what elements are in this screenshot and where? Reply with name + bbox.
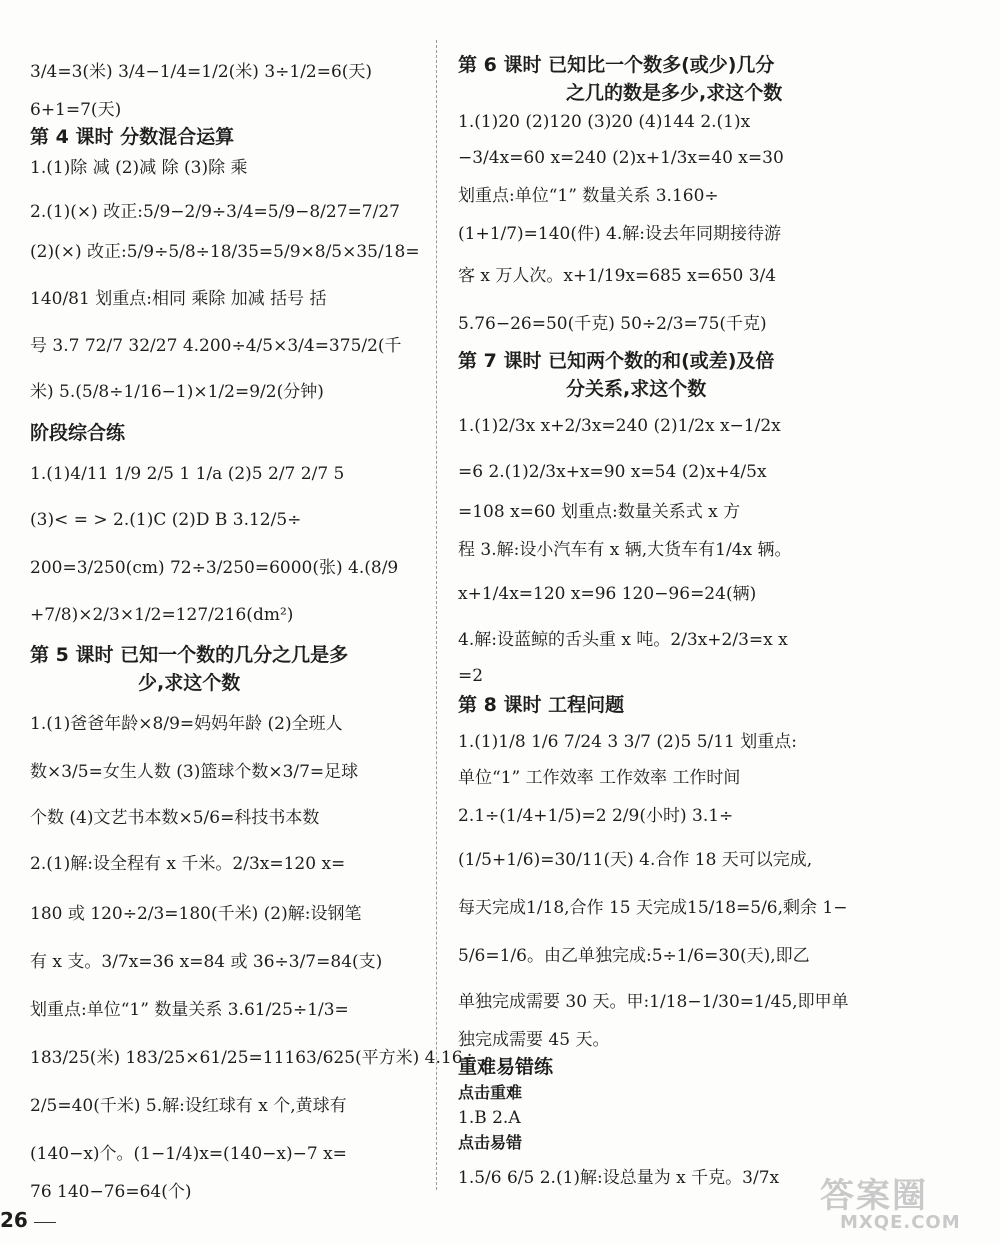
answer-line: =108 x=60 划重点:数量关系式 x 方: [458, 502, 741, 522]
column-divider: [436, 40, 437, 1190]
answer-line: (140−x)个。(1−1/4)x=(140−x)−7 x=: [30, 1144, 347, 1164]
answer-line: 独完成需要 45 天。: [458, 1030, 610, 1050]
answer-line: 1.5/6 6/5 2.(1)解:设总量为 x 千克。3/7x: [458, 1168, 780, 1188]
answer-line: 划重点:单位“1” 数量关系 3.61/25÷1/3=: [30, 1000, 349, 1020]
subheading-error-prone: 点击易错: [458, 1133, 523, 1152]
section-heading-lesson-6-cont: 之几的数是多少,求这个数: [566, 82, 783, 104]
answer-line: 个数 (4)文艺书本数×5/6=科技书本数: [30, 808, 320, 828]
answer-line: 6+1=7(天): [30, 100, 122, 120]
answer-line: 3/4=3(米) 3/4−1/4=1/2(米) 3÷1/2=6(天): [30, 62, 373, 82]
answer-line: 单独完成需要 30 天。甲:1/18−1/30=1/45,即甲单: [458, 992, 849, 1012]
answer-line: 200=3/250(cm) 72÷3/250=6000(张) 4.(8/9: [30, 558, 399, 578]
answer-line: 1.(1)4/11 1/9 2/5 1 1/a (2)5 2/7 2/7 5: [30, 464, 345, 484]
answer-line: 1.(1)20 (2)120 (3)20 (4)144 2.(1)x: [458, 112, 751, 132]
answer-line: 有 x 支。3/7x=36 x=84 或 36÷3/7=84(支): [30, 952, 383, 972]
section-heading-lesson-5-cont: 少,求这个数: [138, 672, 241, 694]
answer-line: +7/8)×2/3×1/2=127/216(dm²): [30, 605, 294, 625]
answer-line: (2)(×) 改正:5/9÷5/8÷18/35=5/9×8/5×35/18=: [30, 242, 420, 262]
section-heading-key-difficult: 重难易错练: [458, 1056, 554, 1078]
answer-line: 每天完成1/18,合作 15 天完成15/18=5/6,剩余 1−: [458, 898, 848, 918]
answer-line: 76 140−76=64(个): [30, 1182, 192, 1202]
answer-line: 2/5=40(千米) 5.解:设红球有 x 个,黄球有: [30, 1096, 347, 1116]
answer-line: 数×3/5=女生人数 (3)篮球个数×3/7=足球: [30, 762, 359, 782]
answer-line: 180 或 120÷2/3=180(千米) (2)解:设钢笔: [30, 904, 362, 924]
answer-line: 1.(1)2/3x x+2/3x=240 (2)1/2x x−1/2x: [458, 416, 781, 436]
answer-line: 2.(1)解:设全程有 x 千米。2/3x=120 x=: [30, 854, 346, 874]
section-heading-lesson-4: 第 4 课时 分数混合运算: [30, 126, 235, 148]
page-number-dash: [34, 1222, 56, 1223]
answer-line: 5.76−26=50(千克) 50÷2/3=75(千克): [458, 314, 767, 334]
answer-line: 2.1÷(1/4+1/5)=2 2/9(小时) 3.1÷: [458, 806, 734, 826]
answer-line: 1.B 2.A: [458, 1108, 521, 1128]
answer-line: 140/81 划重点:相同 乘除 加减 括号 括: [30, 289, 327, 309]
answer-line: =2: [458, 666, 484, 686]
answer-line: x+1/4x=120 x=96 120−96=24(辆): [458, 584, 757, 604]
answer-line: 米) 5.(5/8÷1/16−1)×1/2=9/2(分钟): [30, 382, 324, 402]
subheading-key-points: 点击重难: [458, 1083, 523, 1102]
section-heading-stage-practice: 阶段综合练: [30, 422, 126, 444]
section-heading-lesson-7-cont: 分关系,求这个数: [566, 378, 707, 400]
answer-line: 1.(1)除 减 (2)减 除 (3)除 乘: [30, 158, 248, 178]
answer-line: 划重点:单位“1” 数量关系 3.160÷: [458, 186, 719, 206]
page-number: 26: [0, 1208, 28, 1232]
answer-line: 单位“1” 工作效率 工作效率 工作时间: [458, 768, 741, 788]
answer-line: 程 3.解:设小汽车有 x 辆,大货车有1/4x 辆。: [458, 540, 792, 560]
answer-line: (1/5+1/6)=30/11(天) 4.合作 18 天可以完成,: [458, 850, 813, 870]
answer-line: 客 x 万人次。x+1/19x=685 x=650 3/4: [458, 266, 777, 286]
answer-line: 1.(1)1/8 1/6 7/24 3 3/7 (2)5 5/11 划重点:: [458, 732, 797, 752]
answer-line: 1.(1)爸爸年龄×8/9=妈妈年龄 (2)全班人: [30, 714, 343, 734]
answer-line: =6 2.(1)2/3x+x=90 x=54 (2)x+4/5x: [458, 462, 767, 482]
section-heading-lesson-7: 第 7 课时 已知两个数的和(或差)及倍: [458, 350, 775, 372]
section-heading-lesson-6: 第 6 课时 已知比一个数多(或少)几分: [458, 54, 775, 76]
answer-line: (1+1/7)=140(件) 4.解:设去年同期接待游: [458, 224, 781, 244]
answer-line: 号 3.7 72/7 32/27 4.200÷4/5×3/4=375/2(千: [30, 336, 402, 356]
watermark: [800, 1168, 990, 1238]
answer-line: (3)< = > 2.(1)C (2)D B 3.12/5÷: [30, 510, 302, 530]
watermark-logo-text: 答案圈: [820, 1176, 928, 1216]
answer-line: 2.(1)(×) 改正:5/9−2/9÷3/4=5/9−8/27=7/27: [30, 202, 400, 222]
answer-line: 183/25(米) 183/25×61/25=11163/625(平方米) 4.16÷: [30, 1048, 477, 1068]
section-heading-lesson-5: 第 5 课时 已知一个数的几分之几是多: [30, 644, 349, 666]
answer-line: −3/4x=60 x=240 (2)x+1/3x=40 x=30: [458, 148, 784, 168]
watermark-url-text: MXQE.COM: [840, 1212, 961, 1233]
section-heading-lesson-8: 第 8 课时 工程问题: [458, 694, 625, 716]
answer-line: 5/6=1/6。由乙单独完成:5÷1/6=30(天),即乙: [458, 946, 810, 966]
answer-line: 4.解:设蓝鲸的舌头重 x 吨。2/3x+2/3=x x: [458, 630, 788, 650]
